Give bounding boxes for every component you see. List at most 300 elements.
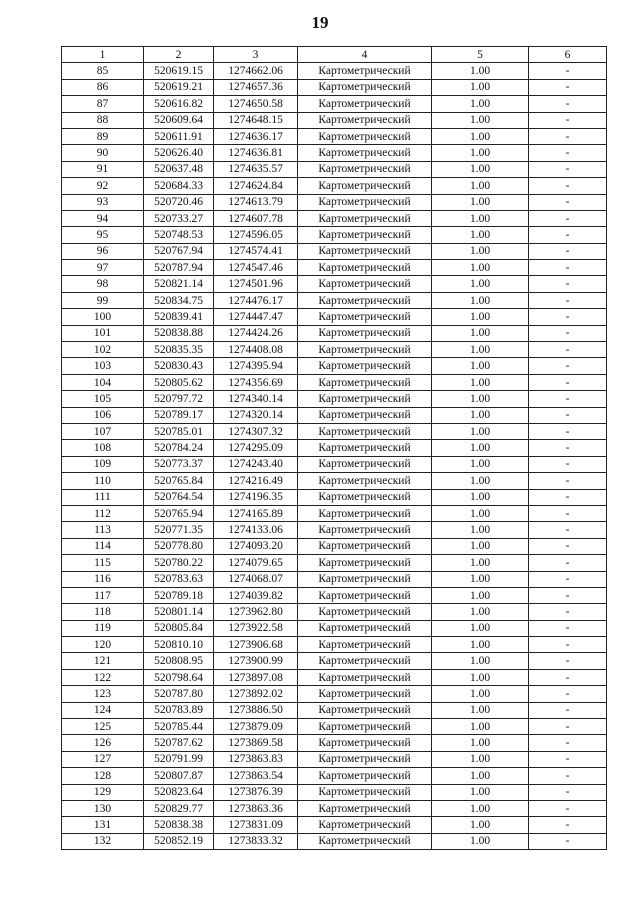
cell-method: Картометрический bbox=[298, 653, 432, 669]
cell-x-coordinate: 520805.84 bbox=[144, 620, 214, 636]
cell-note: - bbox=[529, 817, 607, 833]
table-row bbox=[62, 817, 607, 833]
cell-accuracy: 1.00 bbox=[432, 391, 529, 407]
cell-y-coordinate: 1273833.32 bbox=[214, 833, 298, 849]
cell-point-number: 111 bbox=[62, 489, 144, 505]
cell-y-coordinate: 1274596.05 bbox=[214, 227, 298, 243]
cell-point-number: 115 bbox=[62, 555, 144, 571]
table-row bbox=[62, 358, 607, 374]
cell-x-coordinate: 520619.15 bbox=[144, 63, 214, 79]
cell-x-coordinate: 520783.63 bbox=[144, 571, 214, 587]
cell-x-coordinate: 520773.37 bbox=[144, 456, 214, 472]
cell-note: - bbox=[529, 719, 607, 735]
cell-point-number: 95 bbox=[62, 227, 144, 243]
cell-method: Картометрический bbox=[298, 260, 432, 276]
cell-point-number: 99 bbox=[62, 292, 144, 308]
cell-note: - bbox=[529, 735, 607, 751]
table-row bbox=[62, 292, 607, 308]
cell-method: Картометрический bbox=[298, 358, 432, 374]
cell-method: Картометрический bbox=[298, 735, 432, 751]
cell-note: - bbox=[529, 194, 607, 210]
cell-method: Картометрический bbox=[298, 210, 432, 226]
cell-accuracy: 1.00 bbox=[432, 342, 529, 358]
table-row bbox=[62, 440, 607, 456]
cell-point-number: 106 bbox=[62, 407, 144, 423]
cell-x-coordinate: 520637.48 bbox=[144, 161, 214, 177]
cell-x-coordinate: 520838.38 bbox=[144, 817, 214, 833]
cell-accuracy: 1.00 bbox=[432, 276, 529, 292]
cell-accuracy: 1.00 bbox=[432, 817, 529, 833]
cell-point-number: 97 bbox=[62, 260, 144, 276]
cell-method: Картометрический bbox=[298, 800, 432, 816]
cell-accuracy: 1.00 bbox=[432, 604, 529, 620]
cell-x-coordinate: 520852.19 bbox=[144, 833, 214, 849]
cell-accuracy: 1.00 bbox=[432, 489, 529, 505]
cell-accuracy: 1.00 bbox=[432, 669, 529, 685]
cell-x-coordinate: 520684.33 bbox=[144, 178, 214, 194]
cell-y-coordinate: 1274574.41 bbox=[214, 243, 298, 259]
cell-method: Картометрический bbox=[298, 96, 432, 112]
cell-point-number: 122 bbox=[62, 669, 144, 685]
cell-accuracy: 1.00 bbox=[432, 145, 529, 161]
cell-note: - bbox=[529, 79, 607, 95]
cell-y-coordinate: 1274133.06 bbox=[214, 522, 298, 538]
cell-x-coordinate: 520797.72 bbox=[144, 391, 214, 407]
cell-point-number: 127 bbox=[62, 751, 144, 767]
cell-accuracy: 1.00 bbox=[432, 587, 529, 603]
table-row bbox=[62, 571, 607, 587]
cell-note: - bbox=[529, 128, 607, 144]
cell-y-coordinate: 1274650.58 bbox=[214, 96, 298, 112]
cell-accuracy: 1.00 bbox=[432, 194, 529, 210]
cell-accuracy: 1.00 bbox=[432, 571, 529, 587]
cell-method: Картометрический bbox=[298, 178, 432, 194]
cell-note: - bbox=[529, 260, 607, 276]
cell-accuracy: 1.00 bbox=[432, 178, 529, 194]
cell-y-coordinate: 1274624.84 bbox=[214, 178, 298, 194]
cell-accuracy: 1.00 bbox=[432, 538, 529, 554]
cell-x-coordinate: 520733.27 bbox=[144, 210, 214, 226]
cell-note: - bbox=[529, 407, 607, 423]
cell-x-coordinate: 520835.35 bbox=[144, 342, 214, 358]
table-row bbox=[62, 145, 607, 161]
cell-x-coordinate: 520810.10 bbox=[144, 637, 214, 653]
cell-point-number: 89 bbox=[62, 128, 144, 144]
cell-note: - bbox=[529, 669, 607, 685]
table-row bbox=[62, 751, 607, 767]
cell-method: Картометрический bbox=[298, 702, 432, 718]
cell-note: - bbox=[529, 505, 607, 521]
cell-method: Картометрический bbox=[298, 751, 432, 767]
column-header: 6 bbox=[529, 47, 607, 63]
cell-y-coordinate: 1274476.17 bbox=[214, 292, 298, 308]
table-row bbox=[62, 342, 607, 358]
cell-point-number: 86 bbox=[62, 79, 144, 95]
cell-x-coordinate: 520798.64 bbox=[144, 669, 214, 685]
cell-accuracy: 1.00 bbox=[432, 440, 529, 456]
cell-y-coordinate: 1274079.65 bbox=[214, 555, 298, 571]
cell-note: - bbox=[529, 161, 607, 177]
table-row bbox=[62, 63, 607, 79]
table-row bbox=[62, 686, 607, 702]
cell-accuracy: 1.00 bbox=[432, 260, 529, 276]
table-row bbox=[62, 227, 607, 243]
cell-y-coordinate: 1274662.06 bbox=[214, 63, 298, 79]
cell-method: Картометрический bbox=[298, 571, 432, 587]
cell-accuracy: 1.00 bbox=[432, 96, 529, 112]
cell-point-number: 103 bbox=[62, 358, 144, 374]
table-row bbox=[62, 833, 607, 849]
table-row bbox=[62, 505, 607, 521]
table-row bbox=[62, 587, 607, 603]
cell-note: - bbox=[529, 325, 607, 341]
cell-point-number: 112 bbox=[62, 505, 144, 521]
cell-x-coordinate: 520785.01 bbox=[144, 423, 214, 439]
cell-point-number: 98 bbox=[62, 276, 144, 292]
cell-point-number: 131 bbox=[62, 817, 144, 833]
cell-x-coordinate: 520808.95 bbox=[144, 653, 214, 669]
cell-y-coordinate: 1274295.09 bbox=[214, 440, 298, 456]
cell-note: - bbox=[529, 358, 607, 374]
cell-note: - bbox=[529, 538, 607, 554]
cell-y-coordinate: 1274216.49 bbox=[214, 473, 298, 489]
cell-method: Картометрический bbox=[298, 686, 432, 702]
cell-note: - bbox=[529, 522, 607, 538]
cell-accuracy: 1.00 bbox=[432, 637, 529, 653]
cell-method: Картометрический bbox=[298, 309, 432, 325]
table-row bbox=[62, 128, 607, 144]
cell-point-number: 119 bbox=[62, 620, 144, 636]
cell-method: Картометрический bbox=[298, 784, 432, 800]
table-row bbox=[62, 276, 607, 292]
cell-y-coordinate: 1274636.17 bbox=[214, 128, 298, 144]
cell-y-coordinate: 1273876.39 bbox=[214, 784, 298, 800]
table-row bbox=[62, 637, 607, 653]
cell-y-coordinate: 1274356.69 bbox=[214, 374, 298, 390]
cell-method: Картометрический bbox=[298, 637, 432, 653]
cell-note: - bbox=[529, 637, 607, 653]
cell-y-coordinate: 1273869.58 bbox=[214, 735, 298, 751]
table-row bbox=[62, 161, 607, 177]
cell-accuracy: 1.00 bbox=[432, 63, 529, 79]
cell-note: - bbox=[529, 751, 607, 767]
table-row bbox=[62, 79, 607, 95]
table-header-row bbox=[62, 47, 607, 63]
table-row bbox=[62, 784, 607, 800]
cell-point-number: 116 bbox=[62, 571, 144, 587]
cell-point-number: 91 bbox=[62, 161, 144, 177]
cell-x-coordinate: 520787.62 bbox=[144, 735, 214, 751]
cell-note: - bbox=[529, 292, 607, 308]
table-row bbox=[62, 473, 607, 489]
cell-y-coordinate: 1273900.99 bbox=[214, 653, 298, 669]
cell-note: - bbox=[529, 604, 607, 620]
column-header: 5 bbox=[432, 47, 529, 63]
cell-method: Картометрический bbox=[298, 505, 432, 521]
cell-x-coordinate: 520839.41 bbox=[144, 309, 214, 325]
cell-x-coordinate: 520780.22 bbox=[144, 555, 214, 571]
table-row bbox=[62, 669, 607, 685]
cell-method: Картометрический bbox=[298, 719, 432, 735]
cell-point-number: 105 bbox=[62, 391, 144, 407]
table-row bbox=[62, 522, 607, 538]
cell-point-number: 117 bbox=[62, 587, 144, 603]
cell-x-coordinate: 520821.14 bbox=[144, 276, 214, 292]
cell-note: - bbox=[529, 63, 607, 79]
table-row bbox=[62, 768, 607, 784]
cell-y-coordinate: 1273897.08 bbox=[214, 669, 298, 685]
cell-note: - bbox=[529, 374, 607, 390]
cell-note: - bbox=[529, 342, 607, 358]
table-row bbox=[62, 325, 607, 341]
table-row bbox=[62, 538, 607, 554]
cell-method: Картометрический bbox=[298, 587, 432, 603]
cell-accuracy: 1.00 bbox=[432, 686, 529, 702]
cell-accuracy: 1.00 bbox=[432, 522, 529, 538]
table-row bbox=[62, 210, 607, 226]
cell-y-coordinate: 1274636.81 bbox=[214, 145, 298, 161]
cell-method: Картометрический bbox=[298, 440, 432, 456]
cell-y-coordinate: 1273886.50 bbox=[214, 702, 298, 718]
cell-note: - bbox=[529, 96, 607, 112]
cell-point-number: 113 bbox=[62, 522, 144, 538]
cell-note: - bbox=[529, 555, 607, 571]
cell-point-number: 109 bbox=[62, 456, 144, 472]
table-row bbox=[62, 407, 607, 423]
cell-accuracy: 1.00 bbox=[432, 555, 529, 571]
cell-x-coordinate: 520748.53 bbox=[144, 227, 214, 243]
cell-point-number: 101 bbox=[62, 325, 144, 341]
table-row bbox=[62, 96, 607, 112]
cell-method: Картометрический bbox=[298, 669, 432, 685]
cell-note: - bbox=[529, 653, 607, 669]
table-row bbox=[62, 653, 607, 669]
cell-x-coordinate: 520789.18 bbox=[144, 587, 214, 603]
cell-y-coordinate: 1273906.68 bbox=[214, 637, 298, 653]
cell-point-number: 92 bbox=[62, 178, 144, 194]
cell-method: Картометрический bbox=[298, 407, 432, 423]
table-row bbox=[62, 260, 607, 276]
cell-y-coordinate: 1274243.40 bbox=[214, 456, 298, 472]
cell-method: Картометрический bbox=[298, 374, 432, 390]
table-row bbox=[62, 604, 607, 620]
cell-note: - bbox=[529, 309, 607, 325]
cell-accuracy: 1.00 bbox=[432, 653, 529, 669]
cell-x-coordinate: 520765.84 bbox=[144, 473, 214, 489]
table-row bbox=[62, 702, 607, 718]
cell-method: Картометрический bbox=[298, 79, 432, 95]
cell-note: - bbox=[529, 276, 607, 292]
cell-y-coordinate: 1274039.82 bbox=[214, 587, 298, 603]
cell-method: Картометрический bbox=[298, 768, 432, 784]
table-row bbox=[62, 309, 607, 325]
cell-method: Картометрический bbox=[298, 489, 432, 505]
cell-point-number: 123 bbox=[62, 686, 144, 702]
cell-accuracy: 1.00 bbox=[432, 620, 529, 636]
cell-accuracy: 1.00 bbox=[432, 735, 529, 751]
cell-x-coordinate: 520720.46 bbox=[144, 194, 214, 210]
cell-point-number: 108 bbox=[62, 440, 144, 456]
cell-x-coordinate: 520778.80 bbox=[144, 538, 214, 554]
table-row bbox=[62, 423, 607, 439]
cell-method: Картометрический bbox=[298, 473, 432, 489]
cell-y-coordinate: 1274320.14 bbox=[214, 407, 298, 423]
cell-note: - bbox=[529, 440, 607, 456]
cell-method: Картометрический bbox=[298, 292, 432, 308]
table-row bbox=[62, 555, 607, 571]
cell-y-coordinate: 1274395.94 bbox=[214, 358, 298, 374]
cell-x-coordinate: 520784.24 bbox=[144, 440, 214, 456]
cell-y-coordinate: 1274307.32 bbox=[214, 423, 298, 439]
cell-method: Картометрический bbox=[298, 604, 432, 620]
cell-y-coordinate: 1274093.20 bbox=[214, 538, 298, 554]
cell-x-coordinate: 520838.88 bbox=[144, 325, 214, 341]
cell-note: - bbox=[529, 423, 607, 439]
column-header: 4 bbox=[298, 47, 432, 63]
cell-method: Картометрический bbox=[298, 423, 432, 439]
cell-point-number: 110 bbox=[62, 473, 144, 489]
cell-method: Картометрический bbox=[298, 620, 432, 636]
cell-y-coordinate: 1274613.79 bbox=[214, 194, 298, 210]
cell-accuracy: 1.00 bbox=[432, 243, 529, 259]
table-row bbox=[62, 374, 607, 390]
table-row bbox=[62, 620, 607, 636]
table-row bbox=[62, 178, 607, 194]
table-row bbox=[62, 719, 607, 735]
cell-x-coordinate: 520616.82 bbox=[144, 96, 214, 112]
cell-method: Картометрический bbox=[298, 391, 432, 407]
table-row bbox=[62, 243, 607, 259]
cell-note: - bbox=[529, 587, 607, 603]
cell-y-coordinate: 1274165.89 bbox=[214, 505, 298, 521]
cell-y-coordinate: 1273879.09 bbox=[214, 719, 298, 735]
cell-note: - bbox=[529, 620, 607, 636]
cell-note: - bbox=[529, 784, 607, 800]
cell-point-number: 132 bbox=[62, 833, 144, 849]
cell-y-coordinate: 1274408.08 bbox=[214, 342, 298, 358]
cell-accuracy: 1.00 bbox=[432, 719, 529, 735]
cell-x-coordinate: 520785.44 bbox=[144, 719, 214, 735]
cell-point-number: 121 bbox=[62, 653, 144, 669]
column-header: 1 bbox=[62, 47, 144, 63]
cell-point-number: 120 bbox=[62, 637, 144, 653]
cell-note: - bbox=[529, 702, 607, 718]
cell-point-number: 128 bbox=[62, 768, 144, 784]
cell-y-coordinate: 1274648.15 bbox=[214, 112, 298, 128]
cell-x-coordinate: 520787.80 bbox=[144, 686, 214, 702]
cell-method: Картометрический bbox=[298, 817, 432, 833]
cell-point-number: 85 bbox=[62, 63, 144, 79]
table-row bbox=[62, 456, 607, 472]
cell-x-coordinate: 520834.75 bbox=[144, 292, 214, 308]
cell-method: Картометрический bbox=[298, 538, 432, 554]
cell-y-coordinate: 1273863.83 bbox=[214, 751, 298, 767]
cell-y-coordinate: 1274547.46 bbox=[214, 260, 298, 276]
cell-method: Картометрический bbox=[298, 112, 432, 128]
cell-accuracy: 1.00 bbox=[432, 768, 529, 784]
cell-point-number: 114 bbox=[62, 538, 144, 554]
cell-x-coordinate: 520767.94 bbox=[144, 243, 214, 259]
cell-accuracy: 1.00 bbox=[432, 128, 529, 144]
cell-method: Картометрический bbox=[298, 555, 432, 571]
cell-accuracy: 1.00 bbox=[432, 325, 529, 341]
cell-x-coordinate: 520829.77 bbox=[144, 800, 214, 816]
cell-point-number: 87 bbox=[62, 96, 144, 112]
cell-accuracy: 1.00 bbox=[432, 292, 529, 308]
cell-x-coordinate: 520765.94 bbox=[144, 505, 214, 521]
cell-accuracy: 1.00 bbox=[432, 800, 529, 816]
cell-point-number: 125 bbox=[62, 719, 144, 735]
table-row bbox=[62, 800, 607, 816]
cell-accuracy: 1.00 bbox=[432, 702, 529, 718]
cell-note: - bbox=[529, 768, 607, 784]
cell-accuracy: 1.00 bbox=[432, 210, 529, 226]
cell-note: - bbox=[529, 227, 607, 243]
cell-method: Картометрический bbox=[298, 833, 432, 849]
cell-point-number: 124 bbox=[62, 702, 144, 718]
table-row bbox=[62, 391, 607, 407]
cell-method: Картометрический bbox=[298, 276, 432, 292]
cell-accuracy: 1.00 bbox=[432, 112, 529, 128]
cell-y-coordinate: 1274424.26 bbox=[214, 325, 298, 341]
cell-y-coordinate: 1274340.14 bbox=[214, 391, 298, 407]
cell-x-coordinate: 520787.94 bbox=[144, 260, 214, 276]
cell-point-number: 129 bbox=[62, 784, 144, 800]
cell-x-coordinate: 520783.89 bbox=[144, 702, 214, 718]
cell-note: - bbox=[529, 833, 607, 849]
cell-x-coordinate: 520764.54 bbox=[144, 489, 214, 505]
cell-x-coordinate: 520791.99 bbox=[144, 751, 214, 767]
cell-method: Картометрический bbox=[298, 145, 432, 161]
cell-method: Картометрический bbox=[298, 325, 432, 341]
cell-x-coordinate: 520626.40 bbox=[144, 145, 214, 161]
column-header: 2 bbox=[144, 47, 214, 63]
cell-y-coordinate: 1274447.47 bbox=[214, 309, 298, 325]
cell-note: - bbox=[529, 456, 607, 472]
cell-x-coordinate: 520807.87 bbox=[144, 768, 214, 784]
cell-note: - bbox=[529, 178, 607, 194]
cell-method: Картометрический bbox=[298, 128, 432, 144]
cell-x-coordinate: 520801.14 bbox=[144, 604, 214, 620]
cell-point-number: 130 bbox=[62, 800, 144, 816]
cell-point-number: 102 bbox=[62, 342, 144, 358]
cell-point-number: 90 bbox=[62, 145, 144, 161]
page-number: 19 bbox=[311, 13, 329, 32]
table-row bbox=[62, 112, 607, 128]
cell-accuracy: 1.00 bbox=[432, 784, 529, 800]
cell-note: - bbox=[529, 473, 607, 489]
cell-y-coordinate: 1274068.07 bbox=[214, 571, 298, 587]
cell-y-coordinate: 1274196.35 bbox=[214, 489, 298, 505]
cell-accuracy: 1.00 bbox=[432, 505, 529, 521]
cell-point-number: 93 bbox=[62, 194, 144, 210]
cell-accuracy: 1.00 bbox=[432, 473, 529, 489]
cell-x-coordinate: 520609.64 bbox=[144, 112, 214, 128]
cell-x-coordinate: 520771.35 bbox=[144, 522, 214, 538]
cell-y-coordinate: 1273831.09 bbox=[214, 817, 298, 833]
cell-note: - bbox=[529, 112, 607, 128]
cell-method: Картометрический bbox=[298, 456, 432, 472]
cell-accuracy: 1.00 bbox=[432, 423, 529, 439]
cell-note: - bbox=[529, 571, 607, 587]
cell-note: - bbox=[529, 489, 607, 505]
cell-y-coordinate: 1273863.36 bbox=[214, 800, 298, 816]
cell-y-coordinate: 1274657.36 bbox=[214, 79, 298, 95]
cell-x-coordinate: 520823.64 bbox=[144, 784, 214, 800]
cell-accuracy: 1.00 bbox=[432, 358, 529, 374]
cell-x-coordinate: 520789.17 bbox=[144, 407, 214, 423]
cell-accuracy: 1.00 bbox=[432, 79, 529, 95]
